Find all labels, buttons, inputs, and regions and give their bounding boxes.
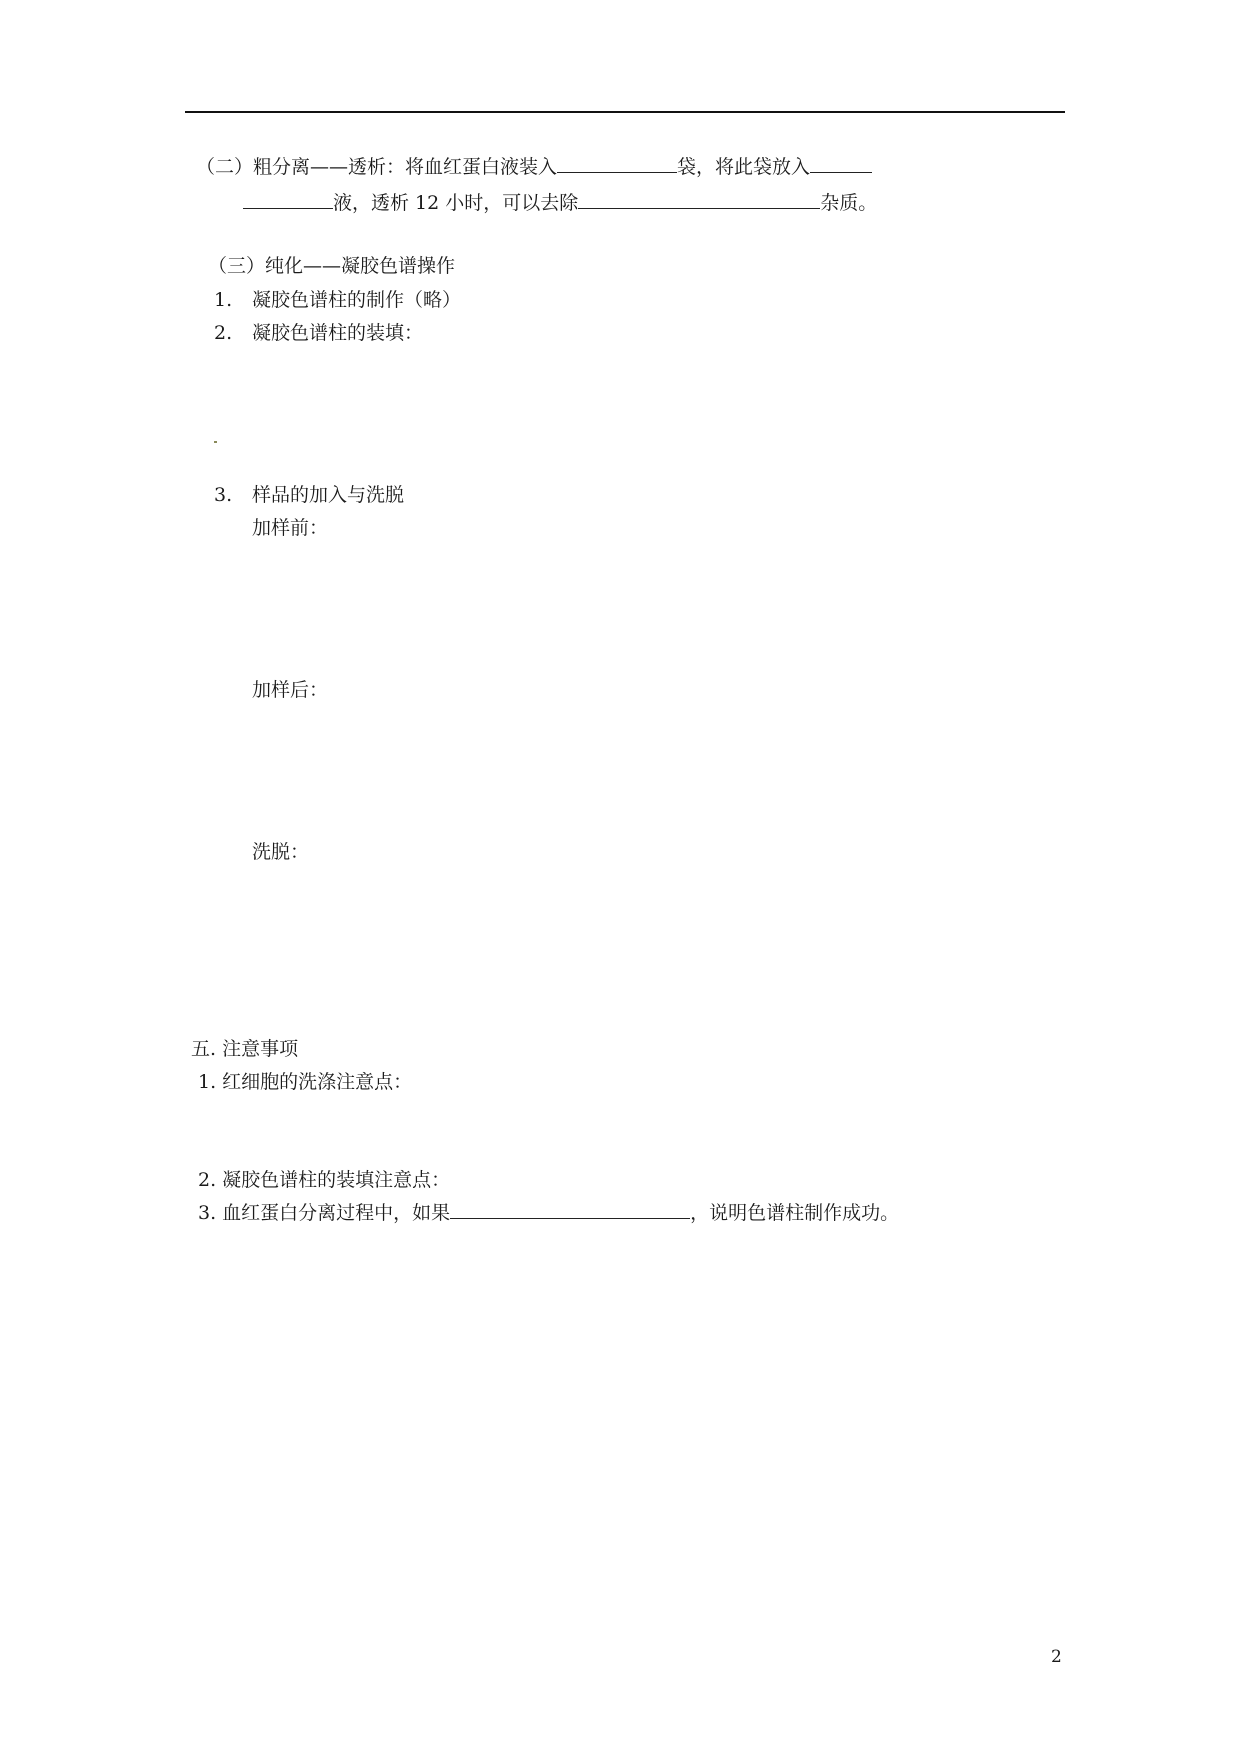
note-rbc-washing: 1. 红细胞的洗涤注意点： <box>198 1071 413 1093</box>
note-success-criterion: 3. 血红蛋白分离过程中，如果 ，说明色谱柱制作成功。 <box>198 1202 900 1224</box>
section-three-title: （三）纯化——凝胶色谱操作 <box>208 255 456 277</box>
buffer-blank-part1[interactable] <box>810 154 872 173</box>
list-item: 1. 凝胶色谱柱的制作（略） <box>214 289 462 311</box>
before-loading-label: 加样前： <box>252 517 329 539</box>
impurity-suffix: 杂质。 <box>820 192 878 214</box>
stray-mark <box>214 441 217 443</box>
list-item: 2. 凝胶色谱柱的装填： <box>214 322 424 344</box>
impurity-blank[interactable] <box>578 190 820 209</box>
section-five-title: 五. 注意事项 <box>191 1038 299 1060</box>
bag-suffix: 袋，将此袋放入 <box>677 156 811 178</box>
success-criterion-blank[interactable] <box>450 1200 690 1219</box>
buffer-blank-part2[interactable] <box>243 190 333 209</box>
after-loading-label: 加样后： <box>252 679 329 701</box>
list-item: 3. 样品的加入与洗脱 <box>214 484 405 506</box>
liquid-suffix: 液，透析 12 小时，可以去除 <box>333 192 579 214</box>
dialysis-line-1 <box>196 154 872 179</box>
bag-type-blank[interactable] <box>557 154 677 173</box>
header-rule <box>185 111 1065 113</box>
elution-label: 洗脱： <box>252 841 310 863</box>
dialysis-prefix: （二）粗分离——透析：将血红蛋白液装入 <box>196 156 558 178</box>
note-column-packing: 2. 凝胶色谱柱的装填注意点： <box>198 1169 451 1191</box>
page-number: 2 <box>1051 1647 1062 1667</box>
dialysis-line-2 <box>243 190 877 215</box>
